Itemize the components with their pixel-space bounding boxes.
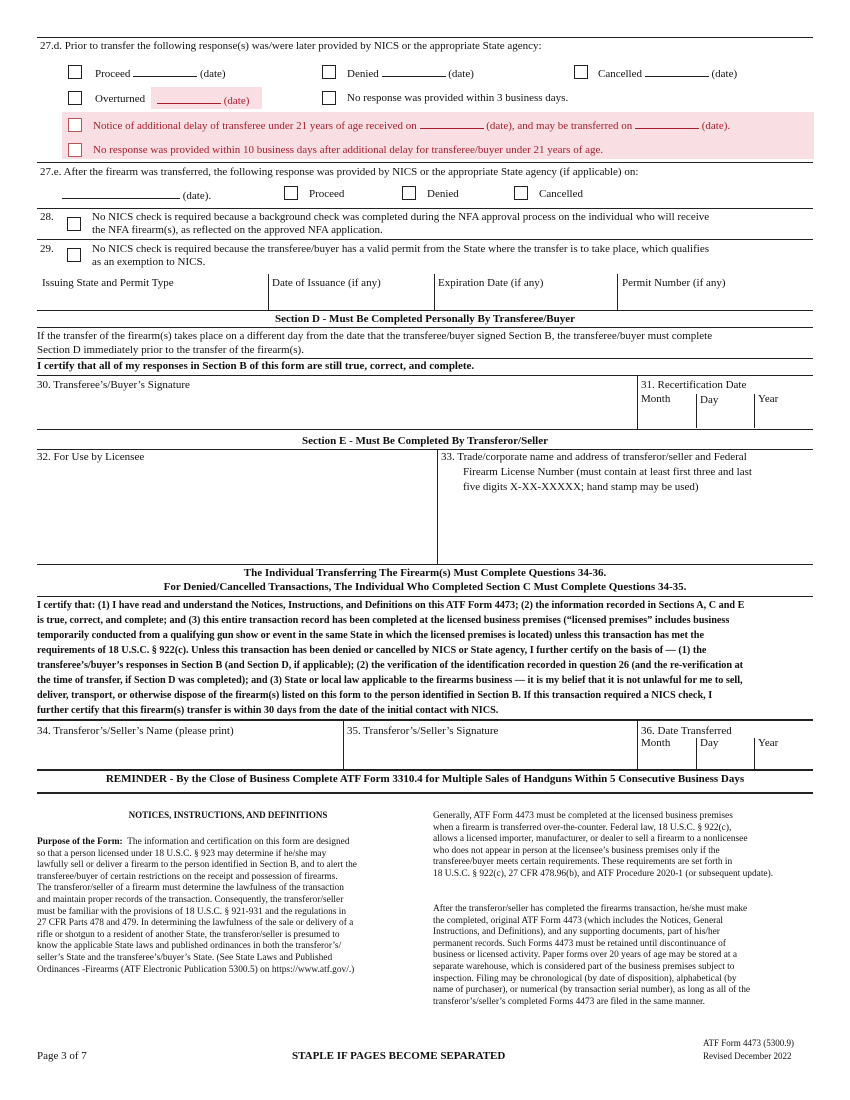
notices-right-line: allows a licensed importer, manufacturer, or dealer to sell a firearm to a nonlicensee	[433, 834, 748, 845]
permit-state-type-label: Issuing State and Permit Type	[42, 277, 174, 289]
notices-left-line-text: The information and certification on this form are designed	[127, 837, 350, 847]
divider	[696, 394, 697, 428]
notices-left-line: The transferor/seller of a firearm must determine the lawfulness of the transaction	[37, 883, 344, 894]
divider	[696, 738, 697, 769]
divider	[754, 738, 755, 769]
date-label: (date)	[223, 95, 250, 107]
notices-right-line: when a firearm is transferred over-the-counter. Federal law, 18 U.S.C. § 922(c),	[433, 822, 732, 833]
notices-left-line: transferee/buyer of certain restrictions on the receipt and possession of firearms.	[37, 871, 338, 882]
q33-line1: 33. Trade/corporate name and address of transferor/seller and Federal	[441, 451, 747, 463]
certification-line: transferee’s/buyer’s responses in Section B (and Section D, if applicable); (2) the verification of the identification recorded in question 26 (and the re-verification at	[37, 660, 744, 671]
q27d-no-response-10-label: No response was provided within 10 business days after additional delay for transferee/buyer under 21 years of age.	[93, 144, 604, 156]
section-e-title: Section E - Must Be Completed By Transferor/Seller	[302, 435, 548, 447]
notices-left-line: lawfully sell or deliver a firearm to the person identified in Section B, and to alert the	[37, 860, 357, 871]
divider	[637, 375, 638, 429]
notices-left-column	[37, 837, 422, 976]
notices-right-line: transferee/buyer meets certain requirements. These requirements are set forth in	[433, 857, 733, 868]
rule	[37, 310, 813, 311]
rule-top	[37, 37, 813, 38]
q27d-delay-notice-row	[93, 118, 730, 133]
q27d-label: 27.d. Prior to transfer the following response(s) was/were later provided by NICS or the appropriate State agency:	[40, 40, 542, 52]
notices-right-line: 18 U.S.C. § 922(c), 27 CFR 478.96(b), and ATF Procedure 2020-1 (or subsequent update).	[433, 868, 774, 879]
q27d-cancelled-row	[598, 66, 737, 81]
q27d-cancelled-checkbox[interactable]	[574, 65, 588, 79]
q29-line1: No NICS check is required because the transferee/buyer has a valid permit from the State where the transfer is to take place, which qualifies	[92, 243, 709, 255]
notices-right-line: separate warehouse, which is considered part of the business premises subject to	[433, 961, 735, 972]
certification-line: temporarily conducted from a qualifying gun show or event in the same State in which the licensed premises is located) unless this transaction has met the	[37, 630, 704, 641]
notices-left-line: so that a person licensed under 18 U.S.C. § 923 may determine if he/she may	[37, 848, 327, 859]
certification-line: I certify that: (1) I have read and understand the Notices, Instructions, and Definitions on this ATF Form 4473; (2) the information recorded in Sections A, C and E	[37, 600, 745, 611]
rule	[37, 429, 813, 430]
q27d-delay-notice-checkbox[interactable]	[68, 118, 82, 132]
notices-left-line: rifle or shotgun to a resident of another State, the transferor/seller is presumed to	[37, 929, 340, 940]
notices-right-line: Generally, ATF Form 4473 must be completed at the licensed business premises	[433, 811, 733, 821]
permit-number-label: Permit Number (if any)	[622, 277, 726, 289]
q36-date-label: 36. Date Transferred	[641, 725, 732, 737]
delay-received-date-field[interactable]	[420, 118, 484, 129]
q36-day-label: Day	[700, 737, 719, 749]
notices-left-line: know the applicable State laws and published ordinances in both the transferor’s/	[37, 941, 342, 952]
q28-number: 28.	[40, 211, 54, 223]
q30-signature-label: 30. Transferee’s/Buyer’s Signature	[37, 379, 190, 391]
q33-line2: Firearm License Number (must contain at least first three and last	[463, 466, 752, 478]
certification-line: requirements of 18 U.S.C. § 922(c). Unless this transaction has been denied or cancelled by NICS or State agency, I further certify on the basis of — (1) the	[37, 645, 707, 656]
rule	[37, 162, 813, 163]
q31-day-label: Day	[700, 394, 719, 406]
notices-right-line: name of purchaser), or numerical (by transaction serial number), as long as all of the	[433, 985, 751, 996]
q27e-date-row	[62, 188, 211, 203]
rule	[37, 449, 813, 450]
q35-signature-label: 35. Transferor’s/Seller’s Signature	[347, 725, 499, 737]
q27d-denied-label: Denied	[347, 68, 379, 80]
divider	[437, 449, 438, 564]
divider	[754, 394, 755, 428]
q31-recertification-label: 31. Recertification Date	[641, 379, 747, 391]
page-number: Page 3 of 7	[37, 1050, 87, 1062]
notices-left-line: seller’s State and the transferee’s/buyer’s State. (See State Laws and Published	[37, 952, 333, 963]
notices-right-line: inspection. Filing may be chronological (by date of disposition), alphabetical (by	[433, 973, 737, 984]
reminder-text: REMINDER - By the Close of Business Complete ATF Form 3310.4 for Multiple Sales of Handguns Within 5 Consecutive Business Days	[105, 773, 745, 785]
q27d-proceed-date-field[interactable]	[133, 66, 197, 77]
notices-right-line: business or licensed activity. Paper forms over 20 years of age may be stored at a	[433, 950, 737, 961]
delay-notice-text-b: (date), and may be transferred on	[486, 120, 633, 132]
rule	[37, 564, 813, 565]
section-d-intro-line1: If the transfer of the firearm(s) takes place on a different day from the date that the transferee/buyer signed Section B, the transferee/buyer must complete	[37, 330, 713, 342]
q27d-proceed-row	[95, 66, 226, 81]
rule	[37, 327, 813, 328]
q27d-proceed-checkbox[interactable]	[68, 65, 82, 79]
notices-left-line: 27 CFR Parts 478 and 479. In determining the lawfulness of the sale or delivery of a	[37, 918, 354, 929]
notices-right-line: permanent records. Such Forms 4473 must be retained until discontinuance of	[433, 938, 726, 949]
q27d-overturned-date-row	[157, 93, 249, 108]
notices-right-line: Instructions, and Definitions), and any supporting documents, part of his/her	[433, 927, 720, 938]
section-d-intro-line2: Section D immediately prior to the transfer of the firearm(s).	[37, 344, 304, 356]
notices-left-line	[37, 837, 422, 849]
rule	[37, 358, 813, 359]
rule	[37, 596, 813, 597]
notices-right-column	[433, 811, 813, 881]
notices-right-line: After the transferor/seller has completed the firearms transaction, he/she must make	[433, 904, 748, 914]
q27d-no-response-3-label: No response was provided within 3 business days.	[347, 92, 569, 104]
q28-line1: No NICS check is required because a background check was completed during the NFA approval process on the individual who will receive	[92, 211, 710, 223]
q27e-date-field[interactable]	[62, 188, 180, 199]
rule	[37, 719, 813, 721]
date-label: (date)	[448, 68, 474, 80]
divider	[617, 274, 618, 310]
q34-name-label: 34. Transferor’s/Seller’s Name (please print)	[37, 725, 234, 737]
q27d-no-response-3-checkbox[interactable]	[322, 91, 336, 105]
q27d-overturned-label: Overturned	[95, 93, 146, 105]
certification-line: is true, correct, and complete; and (3) this entire transaction record has been completed at the licensed business premises (“licensed premises” includes business	[37, 615, 730, 626]
notices-title: NOTICES, INSTRUCTIONS, AND DEFINITIONS	[128, 810, 328, 820]
rule	[37, 375, 813, 376]
purpose-heading: Purpose of the Form:	[37, 837, 123, 847]
rule	[37, 792, 813, 794]
q27e-denied-label: Denied	[427, 188, 459, 200]
divider	[434, 274, 435, 310]
divider	[268, 274, 269, 310]
delay-notice-text-a: Notice of additional delay of transferee under 21 years of age received on	[93, 120, 417, 132]
q29-number: 29.	[40, 243, 54, 255]
q27d-overturned-checkbox[interactable]	[68, 91, 82, 105]
date-label: (date)	[711, 68, 738, 80]
q27e-proceed-label: Proceed	[309, 188, 345, 200]
divider	[637, 720, 638, 769]
notices-right-line: who does not appear in person at the licensee’s business premises only if the	[433, 845, 720, 856]
certification-line: further certify that this firearm(s) transfer is within 30 days from the date of the initial contact with NICS.	[37, 705, 499, 716]
section-d-title: Section D - Must Be Completed Personally By Transferee/Buyer	[274, 313, 576, 325]
q27e-cancelled-checkbox[interactable]	[514, 186, 528, 200]
q31-year-label: Year	[758, 393, 779, 405]
divider	[343, 720, 344, 769]
form-revision: Revised December 2022	[703, 1051, 792, 1061]
q27e-cancelled-label: Cancelled	[539, 188, 583, 200]
section-d-certify: I certify that all of my responses in Section B of this form are still true, correct, and complete.	[37, 360, 475, 372]
q29-checkbox[interactable]	[67, 248, 81, 262]
notices-left-line: and maintain proper records of the transaction. Consequently, the transferor/seller	[37, 894, 344, 905]
q27d-no-response-10-checkbox[interactable]	[68, 143, 82, 157]
q36-year-label: Year	[758, 737, 779, 749]
notices-left-line: Ordinances -Firearms (ATF Electronic Publication 5300.5) on https://www.atf.gov/.)	[37, 964, 355, 975]
q27d-denied-row	[347, 66, 474, 81]
q27d-cancelled-label: Cancelled	[598, 68, 642, 80]
q29-line2: as an exemption to NICS.	[92, 256, 206, 268]
individual-line1: The Individual Transferring The Firearm(s) Must Complete Questions 34-36.	[243, 567, 607, 579]
q28-checkbox[interactable]	[67, 217, 81, 231]
q27d-denied-date-field[interactable]	[382, 66, 446, 77]
q27d-cancelled-date-field[interactable]	[645, 66, 709, 77]
certification-line: deliver, transport, or otherwise dispose of the firearm(s) listed on this form to the person identified in Section B. If this transaction required a NICS check, I	[37, 690, 713, 701]
q27e-proceed-checkbox[interactable]	[284, 186, 298, 200]
individual-line2: For Denied/Cancelled Transactions, The Individual Who Completed Section C Must Complete Questions 34-35.	[163, 581, 687, 593]
q27d-overturned-date-field[interactable]	[157, 93, 221, 104]
notices-right-line: the completed, original ATF Form 4473 (which includes the Notices, General	[433, 915, 724, 926]
certification-line: the time of transfer, if Section D was completed); and (3) State or local law applicable to the firearms business — it is my belief that it is not unlawful for me to sell,	[37, 675, 743, 686]
q27d-proceed-label: Proceed	[95, 68, 131, 80]
notices-left-line: must be familiar with the provisions of 18 U.S.C. § 921-931 and the regulations in	[37, 906, 347, 917]
date-label: (date)	[199, 68, 226, 80]
q36-month-label: Month	[641, 737, 671, 749]
rule	[37, 769, 813, 771]
rule	[37, 208, 813, 209]
rule	[37, 239, 813, 240]
delay-notice-text-c: (date).	[701, 120, 731, 132]
permit-expiration-label: Expiration Date (if any)	[438, 277, 544, 289]
date-label: (date).	[182, 190, 212, 202]
q27d-denied-checkbox[interactable]	[322, 65, 336, 79]
permit-issuance-label: Date of Issuance (if any)	[272, 277, 381, 289]
notices-right-line: transferor’s/seller’s completed Forms 4473 are filed in the same manner.	[433, 996, 705, 1007]
q27e-denied-checkbox[interactable]	[402, 186, 416, 200]
q31-month-label: Month	[641, 393, 671, 405]
delay-transfer-date-field[interactable]	[635, 118, 699, 129]
notices-right-column-2	[433, 904, 813, 1008]
q33-line3: five digits X-XX-XXXXX; hand stamp may be used)	[463, 481, 699, 493]
staple-notice: STAPLE IF PAGES BECOME SEPARATED	[292, 1050, 506, 1062]
q28-line2: the NFA firearm(s), as reflected on the approved NFA application.	[92, 224, 383, 236]
q32-licensee-label: 32. For Use by Licensee	[37, 451, 145, 463]
form-number: ATF Form 4473 (5300.9)	[703, 1038, 795, 1048]
q27e-label: 27.e. After the firearm was transferred, the following response was provided by NICS or the appropriate State agency (if applicable) on:	[40, 166, 639, 178]
